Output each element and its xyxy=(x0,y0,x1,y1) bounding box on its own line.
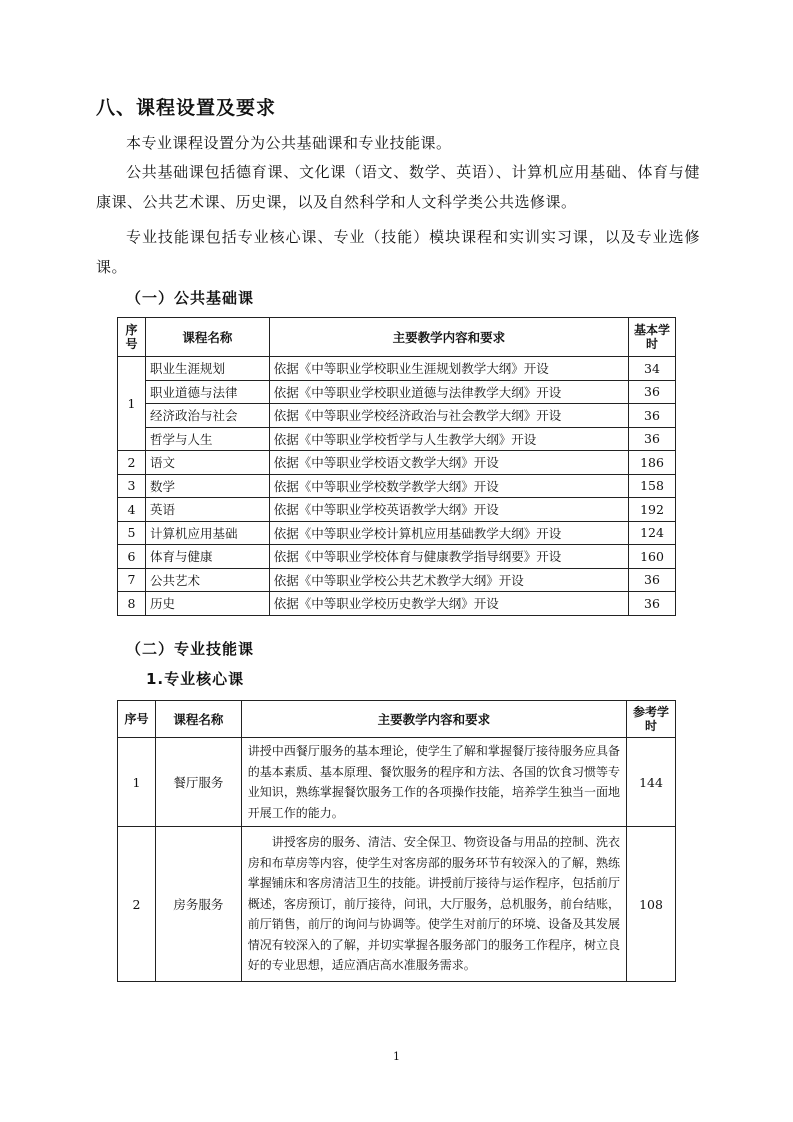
header-no: 序号 xyxy=(118,318,146,357)
section-title: 八、课程设置及要求 xyxy=(96,97,277,119)
row-content: 依据《中等职业学校经济政治与社会教学大纲》开设 xyxy=(269,404,628,428)
row-course-name: 经济政治与社会 xyxy=(145,404,269,428)
table-row xyxy=(118,545,676,569)
row-no: 1 xyxy=(118,738,156,827)
row-hours: 108 xyxy=(627,827,676,982)
row-content: 依据《中等职业学校语文教学大纲》开设 xyxy=(269,451,628,475)
row-course-name: 计算机应用基础 xyxy=(145,521,269,545)
row-hours: 34 xyxy=(629,357,676,381)
row-content: 依据《中等职业学校公共艺术教学大纲》开设 xyxy=(269,568,628,592)
table-row xyxy=(118,357,676,381)
row-course-name: 哲学与人生 xyxy=(145,427,269,451)
header-no: 序号 xyxy=(118,701,156,738)
row-course-name: 英语 xyxy=(145,498,269,522)
table-row xyxy=(118,380,676,404)
paragraph-skill-courses: 专业技能课包括专业核心课、专业（技能）模块课程和实训实习课，以及专业选修课。 xyxy=(96,228,700,276)
header-content: 主要教学内容和要求 xyxy=(269,318,628,357)
table-row xyxy=(118,498,676,522)
row-no: 5 xyxy=(118,521,146,545)
public-course-table xyxy=(117,317,676,616)
subsection-public-basic: （一）公共基础课 xyxy=(126,289,255,307)
row-hours: 36 xyxy=(629,592,676,616)
row-content: 依据《中等职业学校职业生涯规划教学大纲》开设 xyxy=(269,357,628,381)
row-no: 3 xyxy=(118,474,146,498)
row-no: 8 xyxy=(118,592,146,616)
row-course-name: 数学 xyxy=(145,474,269,498)
table-row xyxy=(118,451,676,475)
row-content: 依据《中等职业学校职业道德与法律教学大纲》开设 xyxy=(269,380,628,404)
row-content: 讲授客房的服务、清洁、安全保卫、物资设备与用品的控制、洗衣房和布草房等内容，使学生对客房部的服务环节有较深入的了解，熟练掌握铺床和客房清洁卫生的技能。讲授前厅接待与运作程序，包括前厅概述，客房预订，前厅接待，问讯，大厅服务，总机服务，前台结账，前厅销售，前厅的询问与协调等。使学生对前厅的环境、设备及其发展情况有较深入的了解，并切实掌握各服务部门的服务工作程序，树立良好的专业思想，适应酒店高水准服务需求。 xyxy=(241,827,626,982)
table-row xyxy=(118,427,676,451)
table-row xyxy=(118,568,676,592)
row-course-name: 公共艺术 xyxy=(145,568,269,592)
table-row xyxy=(118,404,676,428)
row-content: 依据《中等职业学校计算机应用基础教学大纲》开设 xyxy=(269,521,628,545)
row-hours: 36 xyxy=(629,404,676,428)
row-hours: 192 xyxy=(629,498,676,522)
paragraph-intro: 本专业课程设置分为公共基础课和专业技能课。 xyxy=(126,134,452,152)
row-no: 1 xyxy=(118,357,146,451)
row-content: 依据《中等职业学校历史教学大纲》开设 xyxy=(269,592,628,616)
subsection-skill-courses: （二）专业技能课 xyxy=(126,640,255,658)
row-no: 2 xyxy=(118,451,146,475)
row-no: 6 xyxy=(118,545,146,569)
header-content: 主要教学内容和要求 xyxy=(241,701,626,738)
paragraph-public-courses: 公共基础课包括德育课、文化课（语文、数学、英语）、计算机应用基础、体育与健康课、公共艺术课、历史课，以及自然科学和人文科学类公共选修课。 xyxy=(96,163,700,211)
header-hours: 基本学时 xyxy=(629,318,676,357)
row-hours: 36 xyxy=(629,568,676,592)
row-course-name: 职业生涯规划 xyxy=(145,357,269,381)
table-row xyxy=(118,521,676,545)
table-row xyxy=(118,738,676,827)
row-hours: 144 xyxy=(627,738,676,827)
table-header-row xyxy=(118,318,676,357)
row-content: 依据《中等职业学校体育与健康教学指导纲要》开设 xyxy=(269,545,628,569)
subsection-core-courses: 1.专业核心课 xyxy=(146,670,245,688)
header-hours: 参考学时 xyxy=(627,701,676,738)
row-hours: 160 xyxy=(629,545,676,569)
row-content: 依据《中等职业学校数学教学大纲》开设 xyxy=(269,474,628,498)
row-no: 4 xyxy=(118,498,146,522)
row-course-name: 历史 xyxy=(145,592,269,616)
row-course-name: 语文 xyxy=(145,451,269,475)
page-number: 1 xyxy=(393,1050,400,1063)
row-course-name: 体育与健康 xyxy=(145,545,269,569)
header-course-name: 课程名称 xyxy=(155,701,241,738)
row-course-name: 餐厅服务 xyxy=(155,738,241,827)
header-course-name: 课程名称 xyxy=(145,318,269,357)
table-row xyxy=(118,592,676,616)
row-hours: 36 xyxy=(629,380,676,404)
row-content: 讲授中西餐厅服务的基本理论，使学生了解和掌握餐厅接待服务应具备的基本素质、基本原理、餐饮服务的程序和方法、各国的饮食习惯等专业知识，熟练掌握餐饮服务工作的各项操作技能，培养学生独当一面地开展工作的能力。 xyxy=(241,738,626,827)
row-no: 2 xyxy=(118,827,156,982)
row-content: 依据《中等职业学校英语教学大纲》开设 xyxy=(269,498,628,522)
row-hours: 124 xyxy=(629,521,676,545)
core-course-table xyxy=(117,700,676,982)
row-hours: 36 xyxy=(629,427,676,451)
table-header-row xyxy=(118,701,676,738)
row-content: 依据《中等职业学校哲学与人生教学大纲》开设 xyxy=(269,427,628,451)
row-no: 7 xyxy=(118,568,146,592)
row-hours: 158 xyxy=(629,474,676,498)
table-row xyxy=(118,827,676,982)
row-course-name: 房务服务 xyxy=(155,827,241,982)
table-row xyxy=(118,474,676,498)
row-hours: 186 xyxy=(629,451,676,475)
row-course-name: 职业道德与法律 xyxy=(145,380,269,404)
